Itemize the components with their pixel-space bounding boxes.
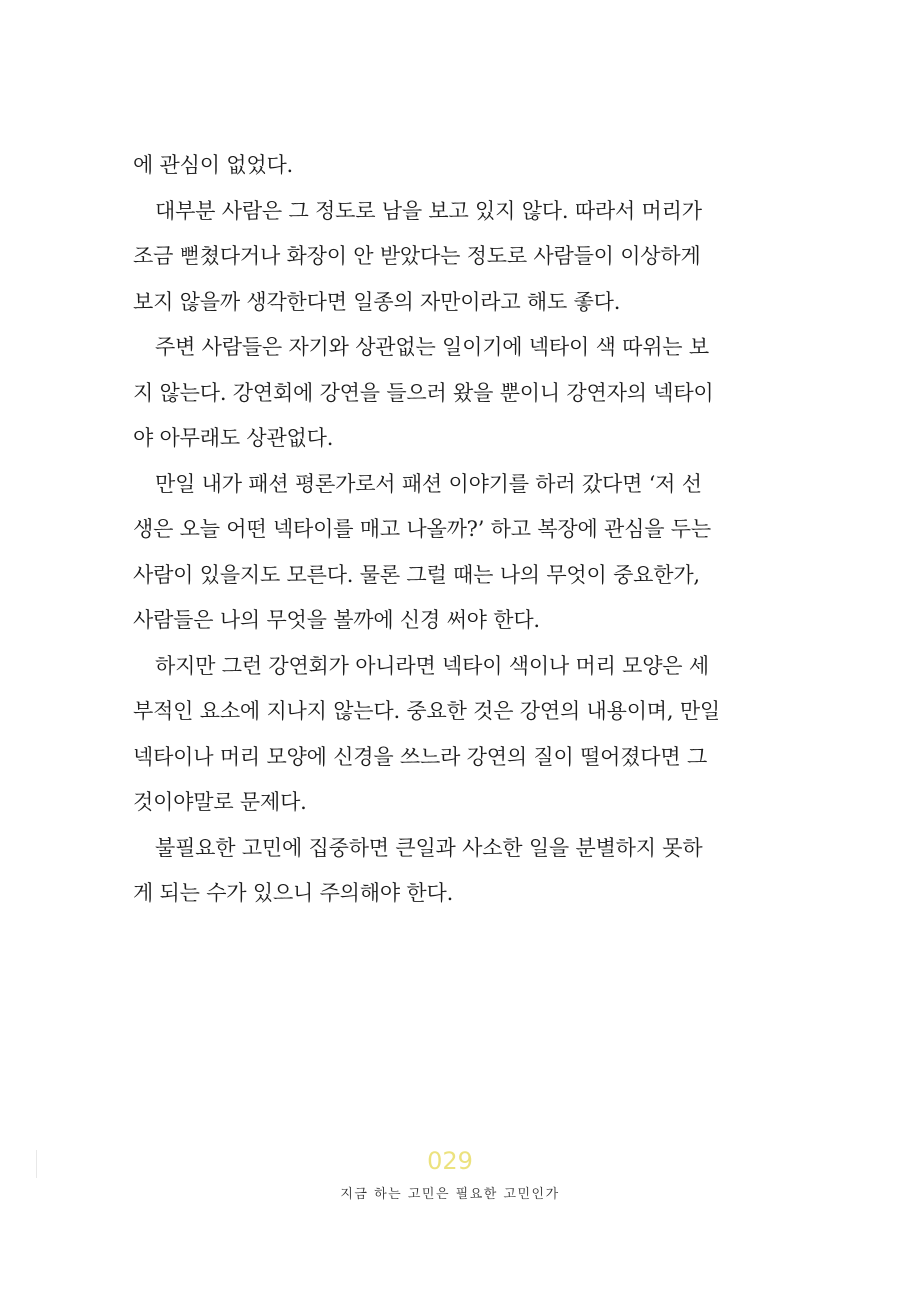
text-line: 대부분 사람은 그 정도로 남을 보고 있지 않다. 따라서 머리가 [155, 198, 702, 223]
text-line: 지 않는다. 강연회에 강연을 들으러 왔을 뿐이니 강연자의 넥타이 [133, 380, 714, 405]
text-line: 보지 않을까 생각한다면 일종의 자만이라고 해도 좋다. [133, 289, 621, 314]
text-line: 것이야말로 문제다. [133, 790, 307, 814]
text-line: 야 아무래도 상관없다. [133, 426, 334, 450]
text-line: 에 관심이 없었다. [133, 153, 294, 177]
text-line: 사람들은 나의 무엇을 볼까에 신경 써야 한다. [133, 608, 540, 632]
text-line: 사람이 있을지도 모른다. 물론 그럴 때는 나의 무엇이 중요한가, [133, 562, 700, 587]
text-line: 조금 뻗쳤다거나 화장이 안 받았다는 정도로 사람들이 이상하게 [133, 244, 701, 268]
text-line: 하지만 그런 강연회가 아니라면 넥타이 색이나 머리 모양은 세 [155, 653, 709, 678]
text-line: 주변 사람들은 자기와 상관없는 일이기에 넥타이 색 따위는 보 [155, 335, 709, 359]
text-line: 부적인 요소에 지나지 않는다. 중요한 것은 강연의 내용이며, 만일 [133, 699, 720, 723]
page-number: 029 [427, 1147, 473, 1175]
text-line: 만일 내가 패션 평론가로서 패션 이야기를 하러 갔다면 ‘저 선 [155, 471, 702, 496]
running-title: 지금 하는 고민은 필요한 고민인가 [340, 1187, 560, 1202]
text-line: 생은 오늘 어떤 넥타이를 매고 나올까?’ 하고 복장에 관심을 두는 [133, 517, 711, 541]
text-line: 넥타이나 머리 모양에 신경을 쓰느라 강연의 질이 떨어졌다면 그 [133, 744, 708, 769]
text-line: 게 되는 수가 있으니 주의해야 한다. [133, 881, 454, 905]
body-text [133, 143, 733, 917]
text-line: 불필요한 고민에 집중하면 큰일과 사소한 일을 분별하지 못하 [155, 835, 703, 860]
